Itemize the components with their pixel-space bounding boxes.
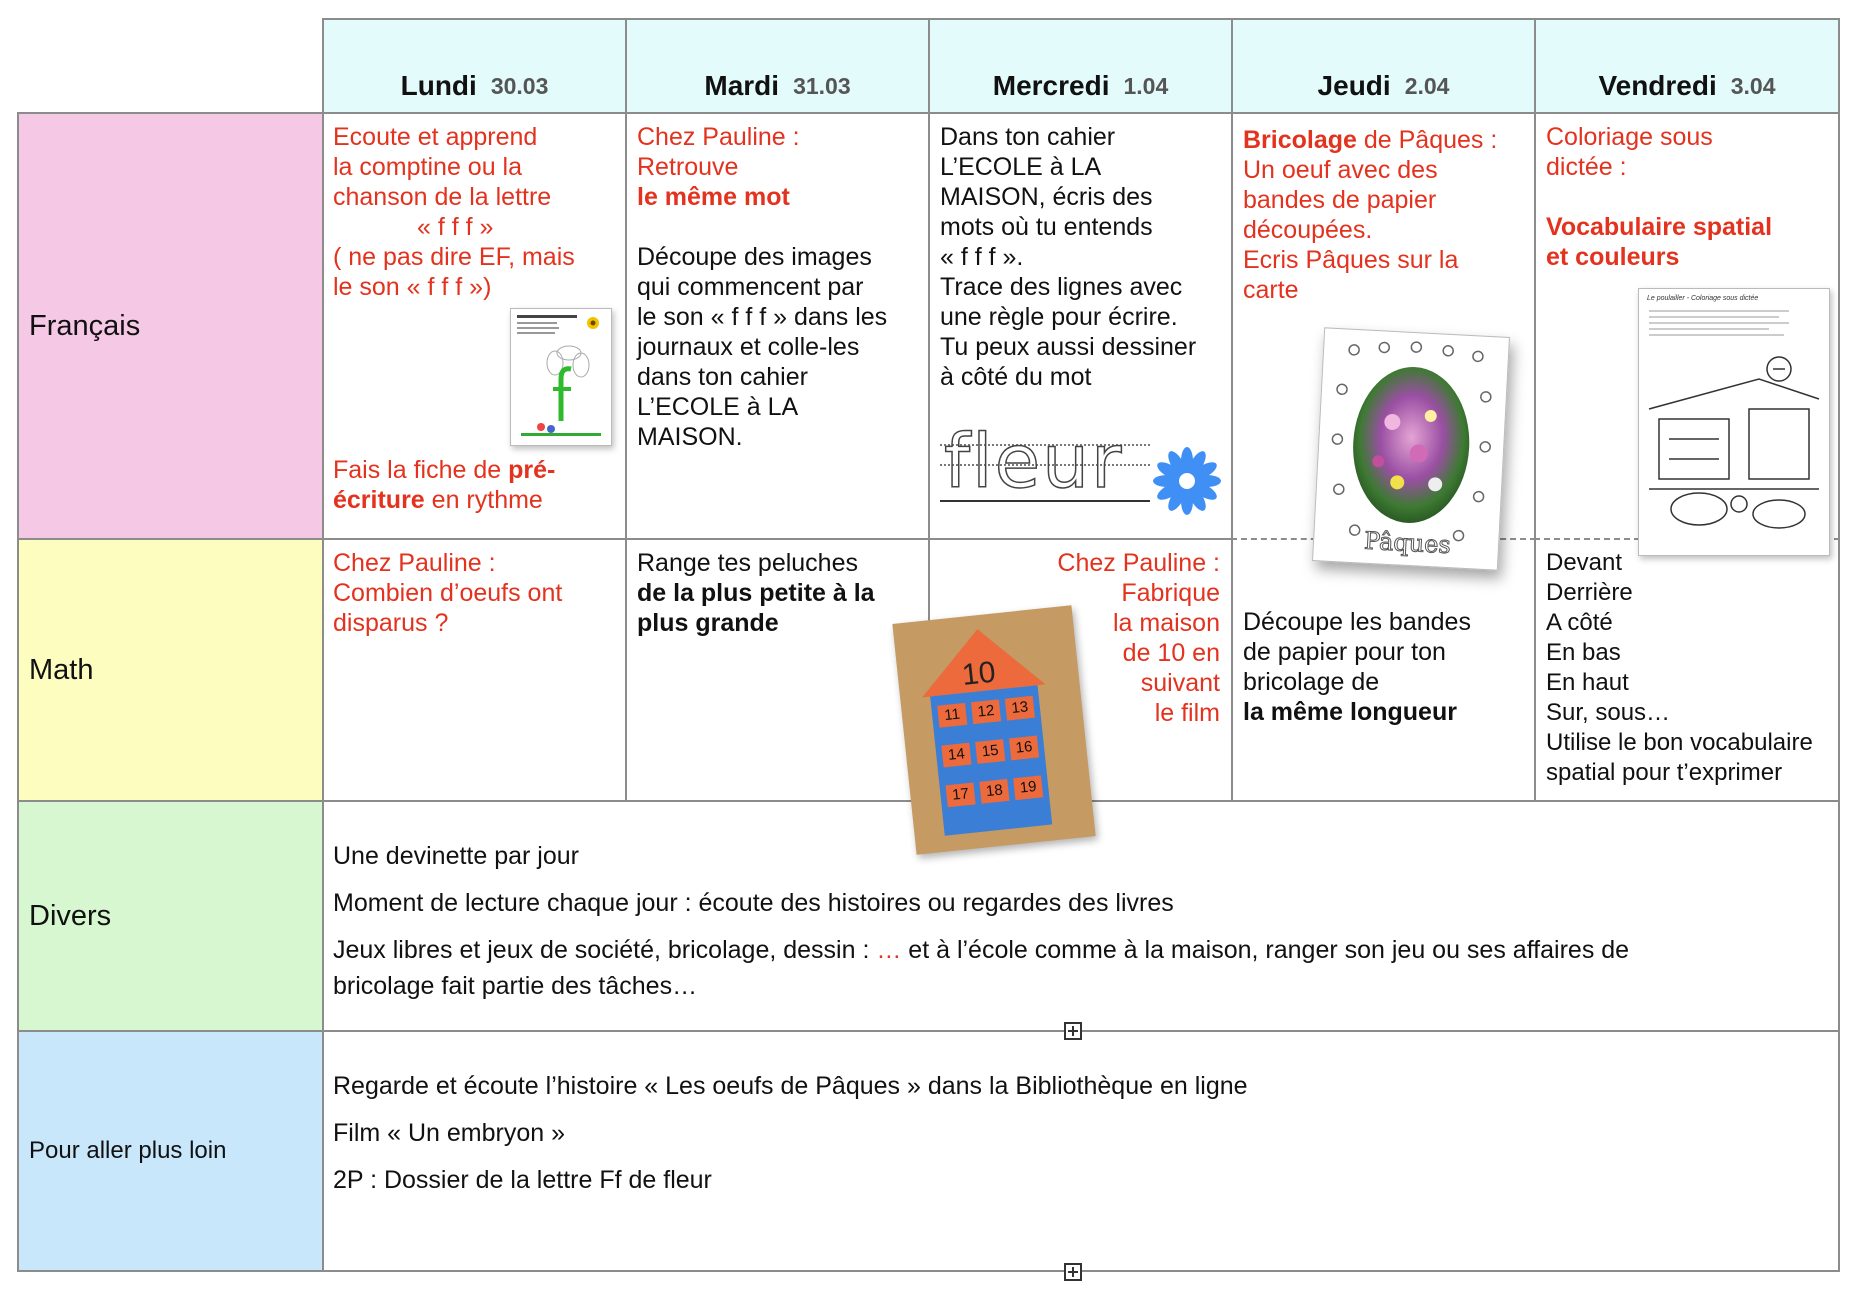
text-line: disparus ? <box>333 609 449 637</box>
text-line: En haut <box>1546 669 1629 696</box>
coloring-sheet-thumbnail <box>1638 288 1830 556</box>
text-fragment: de Pâques : <box>1356 126 1498 154</box>
text-line <box>1546 182 1836 212</box>
text-line: A côté <box>1546 609 1613 636</box>
day-name: Vendredi <box>1598 70 1717 101</box>
text-line: carte <box>1243 276 1299 304</box>
math-vendredi-text <box>1546 548 1838 788</box>
house-number-cell: 12 <box>971 699 1001 724</box>
text-line: Utilise le bon vocabulaire <box>1546 729 1813 756</box>
text-fragment: Jeux libres et jeux de société, bricolage, dessin : <box>333 936 877 964</box>
text-line: 2P : Dossier de la lettre Ff de fleur <box>333 1166 712 1194</box>
text-line: journaux et colle-les <box>637 333 860 361</box>
math-jeudi-text <box>1243 607 1533 727</box>
row-label-math <box>17 538 324 802</box>
text-line: Un oeuf avec des <box>1243 156 1438 184</box>
row-label-francais <box>17 112 324 540</box>
text-line: à côté du mot <box>940 363 1092 391</box>
text-line: mots où tu entends <box>940 213 1153 241</box>
header-mardi <box>625 18 930 114</box>
text-line: MAISON. <box>637 423 743 451</box>
text-line: et couleurs <box>1546 243 1680 271</box>
text-line: Film « Un embryon » <box>333 1119 566 1147</box>
text-line: Coloriage sous <box>1546 123 1713 151</box>
text-line: la même longueur <box>1243 698 1457 726</box>
text-line: Ecris Pâques sur la <box>1243 246 1459 274</box>
header-vendredi <box>1534 18 1840 114</box>
text-line: Chez Pauline : <box>333 549 496 577</box>
text-line: Trace des lignes avec <box>940 273 1183 301</box>
text-line: la maison <box>1113 609 1220 637</box>
table-expand-handle[interactable] <box>1064 1022 1082 1040</box>
text-line: Range tes peluches <box>637 549 858 577</box>
text-line <box>333 932 1833 968</box>
day-date: 31.03 <box>793 72 851 99</box>
text-line: de 10 en <box>1122 639 1220 667</box>
house-number-cell: 15 <box>975 739 1005 764</box>
text-line: ( ne pas dire EF, mais <box>333 243 575 271</box>
text-line: la comptine ou la <box>333 153 523 181</box>
text-line: « f f f » <box>417 213 494 241</box>
math-mardi-text <box>637 548 927 638</box>
row-label-text: Français <box>29 309 141 342</box>
text-line: de la plus petite à la <box>637 579 875 607</box>
text-line: Sur, sous… <box>1546 699 1671 726</box>
text-line: qui commencent par <box>637 273 864 301</box>
text-line: dans ton cahier <box>637 363 808 391</box>
house-number-cell: 13 <box>1005 696 1035 721</box>
card-word: Pâques <box>1363 526 1452 560</box>
text-line: bricolage fait partie des tâches… <box>333 972 698 1000</box>
day-name: Mardi <box>704 70 780 101</box>
house-of-ten-photo <box>892 605 1095 855</box>
text-line: Découpe les bandes <box>1243 608 1471 636</box>
text-fragment: … <box>876 936 902 964</box>
day-date: 30.03 <box>490 72 549 99</box>
day-name: Jeudi <box>1317 70 1391 101</box>
text-line: plus grande <box>637 609 779 637</box>
house-number-cell: 18 <box>979 779 1009 804</box>
day-date: 2.04 <box>1404 72 1450 99</box>
text-line: Dans ton cahier <box>940 123 1116 151</box>
text-line: Regarde et écoute l’histoire « Les oeufs de Pâques » dans la Bibliothèque en ligne <box>333 1072 1248 1100</box>
flower-worksheet-thumbnail <box>510 308 612 446</box>
text-line <box>1243 125 1533 155</box>
day-date: 3.04 <box>1730 72 1776 99</box>
house-number-cell: 19 <box>1013 775 1043 800</box>
text-line: le son « f f f ») <box>333 273 492 301</box>
header-lundi <box>322 18 627 114</box>
francais-lundi-text <box>333 122 623 302</box>
row-label-plus-loin <box>17 1030 324 1272</box>
francais-mercredi-text <box>940 122 1230 392</box>
blue-flower-icon <box>1152 446 1222 516</box>
text-line: découpées. <box>1243 216 1373 244</box>
text-fragment: et à l’école comme à la maison, ranger son jeu ou ses affaires de <box>901 936 1630 964</box>
text-line: Chez Pauline : <box>1057 549 1220 577</box>
text-line: spatial pour t’exprimer <box>1546 759 1783 786</box>
text-line: suivant <box>1140 669 1220 697</box>
math-lundi-text <box>333 548 623 638</box>
text-line: « f f f ». <box>940 243 1024 271</box>
traced-word: fleur <box>944 419 1124 505</box>
text-line: L’ECOLE à LA <box>637 393 799 421</box>
text-line: chanson de la lettre <box>333 183 552 211</box>
text-line: L’ECOLE à LA <box>940 153 1102 181</box>
house-body <box>930 685 1052 836</box>
text-line: dictée : <box>1546 153 1627 181</box>
row-label-divers <box>17 800 324 1032</box>
house-number-cell: 14 <box>941 743 971 768</box>
francais-mardi-text <box>637 122 927 452</box>
text-line: Découpe des images <box>637 243 872 271</box>
house-number-cell: 16 <box>1009 736 1039 761</box>
fleur-tracing-word <box>940 419 1150 506</box>
text-line: le film <box>1154 699 1220 727</box>
text-line: Retrouve <box>637 153 739 181</box>
text-line: MAISON, écris des <box>940 183 1153 211</box>
text-line: Vocabulaire spatial <box>1546 213 1773 241</box>
day-name: Lundi <box>400 70 477 101</box>
text-line: Devant <box>1546 549 1623 576</box>
house-grid <box>937 696 1043 807</box>
text-fragment: écriture <box>333 486 425 514</box>
text-line: Moment de lecture chaque jour : écoute des histoires ou regardes des livres <box>333 889 1174 917</box>
header-mercredi <box>928 18 1233 114</box>
text-line: Chez Pauline : <box>637 123 800 151</box>
easter-egg-card <box>1312 327 1510 570</box>
text-line: une règle pour écrire. <box>940 303 1178 331</box>
text-line <box>333 485 623 515</box>
text-fragment: en rythme <box>424 486 543 514</box>
row-label-text: Math <box>29 653 94 686</box>
header-jeudi <box>1231 18 1536 114</box>
text-fragment: Bricolage <box>1243 126 1357 154</box>
chicken-coop-drawing-icon <box>1639 289 1829 555</box>
plus-loin-text <box>333 1068 1833 1198</box>
text-line <box>637 212 927 242</box>
text-line: Tu peux aussi dessiner <box>940 333 1197 361</box>
text-line: Une devinette par jour <box>333 842 579 870</box>
text-line: le même mot <box>637 183 790 211</box>
francais-lundi-fiche <box>333 455 623 515</box>
text-line: Combien d’oeufs ont <box>333 579 563 607</box>
row-label-text: Divers <box>29 899 112 932</box>
text-fragment: pré- <box>508 456 556 484</box>
francais-vendredi-text <box>1546 122 1836 272</box>
day-name: Mercredi <box>992 70 1110 101</box>
house-number-cell: 11 <box>937 703 967 728</box>
text-line: bandes de papier <box>1243 186 1437 214</box>
table-expand-handle[interactable] <box>1064 1263 1082 1281</box>
house-number-cell: 17 <box>946 782 976 807</box>
text-line: le son « f f f » dans les <box>637 303 888 331</box>
house-roof-number: 10 <box>960 655 998 692</box>
row-label-text: Pour aller plus loin <box>29 1137 227 1164</box>
text-line: Fabrique <box>1121 579 1220 607</box>
divers-text <box>333 838 1833 1004</box>
text-fragment: Fais la fiche de <box>333 456 509 484</box>
text-line: Derrière <box>1546 579 1633 606</box>
text-line: de papier pour ton <box>1243 638 1446 666</box>
sheet-title: Le poulailler - Coloriage sous dictée <box>1647 295 1759 302</box>
text-line: bricolage de <box>1243 668 1380 696</box>
text-line: En bas <box>1546 639 1621 666</box>
francais-jeudi-text <box>1243 125 1533 305</box>
flower-f-icon <box>511 309 611 445</box>
text-line <box>333 455 623 485</box>
day-date: 1.04 <box>1123 72 1169 99</box>
text-line: Ecoute et apprend <box>333 123 538 151</box>
